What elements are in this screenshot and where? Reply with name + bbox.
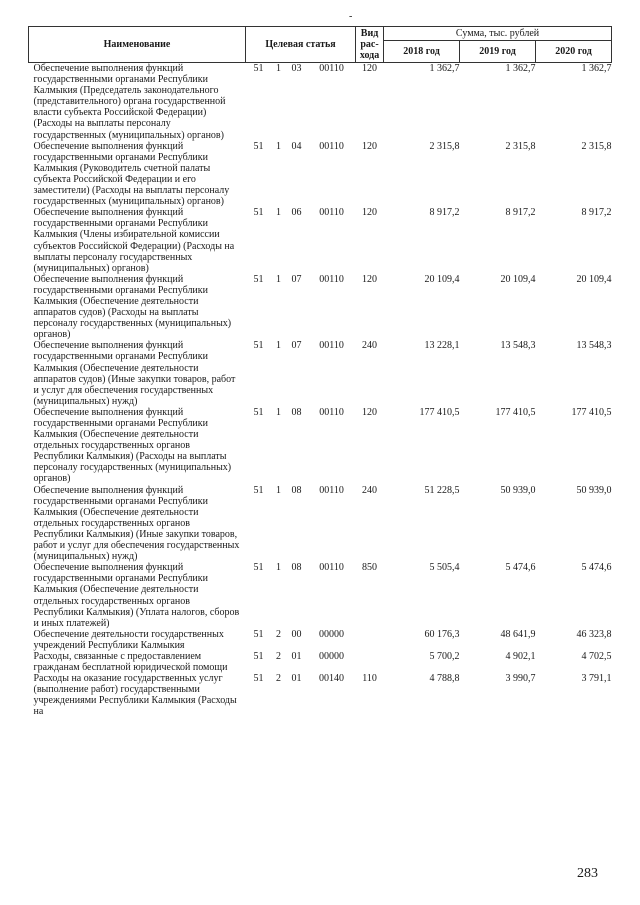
amount-2018: 13 228,1 — [424, 340, 460, 352]
target-code-subprogram: 2 — [276, 673, 281, 685]
top-mark: - — [349, 11, 353, 22]
amount-2018: 5 700,2 — [429, 650, 460, 662]
target-code-event: 01 — [291, 650, 302, 662]
expense-type: 850 — [362, 562, 378, 574]
target-code-event: 00 — [291, 628, 302, 640]
amount-2020: 1 362,7 — [581, 63, 612, 74]
row-name: Обеспечение выполнения функций государственными органами Республики Калмыкия (Обеспечение деятельности аппаратов судов) (Расходы на выплаты персоналу государственных (муниципальных) органов) — [33, 273, 232, 341]
amount-2018: 8 917,2 — [429, 207, 460, 219]
expense-type — [356, 651, 384, 673]
expense-type — [356, 629, 384, 651]
expense-type: 120 — [362, 406, 378, 418]
table-row — [29, 141, 612, 208]
target-code-direction: 00110 — [319, 207, 344, 219]
target-code-direction: 00110 — [319, 140, 344, 152]
row-name: Обеспечение выполнения функций государственными органами Республики Калмыкия (Обеспечение деятельности отдельных государственных органов Республики Калмыкия) (Расходы на выплаты персоналу государственных (муниципальных) органов) — [33, 406, 232, 485]
header-sum: Сумма, тыс. рублей — [384, 27, 612, 41]
table-row — [29, 673, 612, 717]
header-name: Наименование — [29, 27, 246, 63]
table-body — [29, 63, 612, 718]
table-row — [29, 207, 612, 274]
amount-2020: 8 917,2 — [581, 207, 612, 219]
header-expense-type-line1: Вид — [360, 28, 379, 39]
target-code-event: 03 — [291, 63, 302, 74]
table-row — [29, 651, 612, 673]
row-name: Обеспечение выполнения функций государственными органами Республики Калмыкия (Руководитель счетной палаты субъекта Российской Федерации и его заместители) (Расходы на выплаты персоналу государственных (муниципальных) органов) — [33, 140, 230, 208]
target-code-program: 51 — [253, 140, 264, 152]
target-code-subprogram: 1 — [276, 140, 281, 152]
page-number: 283 — [577, 866, 598, 881]
expense-type: 110 — [362, 673, 377, 685]
amount-2020: 20 109,4 — [576, 273, 612, 285]
row-name: Расходы, связанные с предоставлением гражданам бесплатной юридической помощи — [33, 650, 228, 674]
amount-2018: 51 228,5 — [424, 484, 460, 496]
target-code-program: 51 — [253, 628, 264, 640]
amount-2019: 1 362,7 — [505, 63, 536, 74]
target-code-program: 51 — [253, 340, 264, 352]
target-code-subprogram: 2 — [276, 650, 281, 662]
target-code-direction: 00000 — [319, 650, 345, 662]
amount-2020: 4 702,5 — [581, 650, 612, 662]
row-name: Обеспечение выполнения функций государственными органами Республики Калмыкия (Председатель законодательного (представительного) органа государственной власти субъекта Российской Федерации) (Расходы на выплаты персоналу государственных (муниципальных) органов) — [33, 63, 226, 141]
amount-2018: 4 788,8 — [429, 673, 460, 685]
budget-table — [28, 26, 612, 718]
table-row — [29, 407, 612, 485]
target-code-subprogram: 1 — [276, 406, 281, 418]
amount-2019: 2 315,8 — [505, 140, 536, 152]
row-name: Обеспечение выполнения функций государственными органами Республики Калмыкия (Обеспечение деятельности отдельных государственных органов Республики Калмыкия) (Иные закупки товаров, работ и услуг для обеспечения государственных (муниципальных) нужд) — [33, 484, 240, 563]
expense-type: 120 — [362, 140, 378, 152]
table-row — [29, 562, 612, 629]
amount-2020: 50 939,0 — [576, 484, 612, 496]
header-expense-type — [356, 27, 384, 63]
target-code-program: 51 — [253, 484, 264, 496]
table-row — [29, 63, 612, 141]
amount-2019: 48 641,9 — [500, 628, 536, 640]
target-code-direction: 00140 — [319, 673, 345, 685]
target-code-direction: 00110 — [319, 273, 344, 285]
target-code-direction: 00110 — [319, 406, 344, 418]
amount-2020: 2 315,8 — [581, 140, 612, 152]
expense-type: 240 — [362, 484, 378, 496]
amount-2020: 177 410,5 — [571, 406, 612, 418]
target-code-event: 06 — [291, 207, 302, 219]
target-code-event: 07 — [291, 340, 302, 352]
row-name: Обеспечение выполнения функций государственными органами Республики Калмыкия (Обеспечение деятельности отдельных государственных органов Республики Калмыкия) (Уплата налогов, сборов и иных платежей) — [33, 562, 240, 629]
expense-type: 120 — [362, 63, 378, 74]
table-row — [29, 274, 612, 341]
target-code-direction: 00110 — [319, 63, 344, 74]
target-code-program: 51 — [253, 406, 264, 418]
amount-2019: 8 917,2 — [505, 207, 536, 219]
table-row — [29, 340, 612, 407]
amount-2020: 5 474,6 — [581, 562, 612, 574]
row-name: Обеспечение выполнения функций государственными органами Республики Калмыкия (Обеспечение деятельности аппаратов судов) (Иные закупки товаров, работ и услуг для обеспечения государственных (муниципальных) нужд) — [33, 340, 236, 407]
expense-type: 120 — [362, 207, 378, 219]
target-code-subprogram: 1 — [276, 273, 281, 285]
target-code-event: 08 — [291, 406, 302, 418]
table-header — [29, 27, 612, 63]
expense-type: 240 — [362, 340, 378, 352]
target-code-direction: 00110 — [319, 484, 344, 496]
target-code-program: 51 — [253, 650, 264, 662]
target-code-program: 51 — [253, 562, 264, 574]
amount-2019: 20 109,4 — [500, 273, 536, 285]
row-name: Расходы на оказание государственных услуг (выполнение работ) государственными учреждениями Республики Калмыкия (Расходы на — [33, 673, 237, 718]
target-code-subprogram: 1 — [276, 340, 281, 352]
target-code-event: 08 — [291, 484, 302, 496]
amount-2018: 2 315,8 — [429, 140, 460, 152]
amount-2018: 1 362,7 — [429, 63, 460, 74]
target-code-direction: 00110 — [319, 340, 344, 352]
amount-2019: 4 902,1 — [505, 650, 536, 662]
target-code-program: 51 — [253, 673, 264, 685]
target-code-subprogram: 1 — [276, 562, 281, 574]
row-name: Обеспечение выполнения функций государственными органами Республики Калмыкия (Члены избирательной комиссии субъектов Российской Федерации) (Расходы на выплаты персоналу государственных (муниципальных) органов) — [33, 207, 235, 274]
amount-2018: 5 505,4 — [429, 562, 460, 574]
amount-2019: 177 410,5 — [495, 406, 536, 418]
header-target: Целевая статья — [246, 27, 356, 63]
table-row — [29, 629, 612, 651]
amount-2019: 13 548,3 — [500, 340, 536, 352]
target-code-event: 07 — [291, 273, 302, 285]
target-code-event: 08 — [291, 562, 302, 574]
amount-2019: 5 474,6 — [505, 562, 536, 574]
table-row — [29, 485, 612, 563]
amount-2020: 46 323,8 — [576, 628, 612, 640]
header-year-2018: 2018 год — [384, 41, 460, 63]
amount-2019: 50 939,0 — [500, 484, 536, 496]
target-code-subprogram: 1 — [276, 63, 281, 74]
amount-2018: 60 176,3 — [424, 628, 460, 640]
amount-2020: 13 548,3 — [576, 340, 612, 352]
target-code-subprogram: 1 — [276, 484, 281, 496]
header-year-2020: 2020 год — [536, 41, 612, 63]
target-code-program: 51 — [253, 273, 264, 285]
amount-2018: 20 109,4 — [424, 273, 460, 285]
header-expense-type-line3: хода — [359, 50, 380, 61]
target-code-program: 51 — [253, 63, 264, 74]
amount-2019: 3 990,7 — [505, 673, 536, 685]
amount-2020: 3 791,1 — [581, 673, 612, 685]
header-expense-type-line2: рас- — [360, 39, 379, 50]
expense-type: 120 — [362, 273, 378, 285]
header-year-2019: 2019 год — [460, 41, 536, 63]
target-code-direction: 00110 — [319, 562, 344, 574]
amount-2018: 177 410,5 — [419, 406, 460, 418]
target-code-subprogram: 2 — [276, 628, 281, 640]
target-code-program: 51 — [253, 207, 264, 219]
row-name: Обеспечение деятельности государственных учреждений Республики Калмыкия — [33, 628, 224, 651]
target-code-event: 01 — [291, 673, 302, 685]
target-code-subprogram: 1 — [276, 207, 281, 219]
target-code-direction: 00000 — [319, 628, 345, 640]
target-code-event: 04 — [291, 140, 302, 152]
